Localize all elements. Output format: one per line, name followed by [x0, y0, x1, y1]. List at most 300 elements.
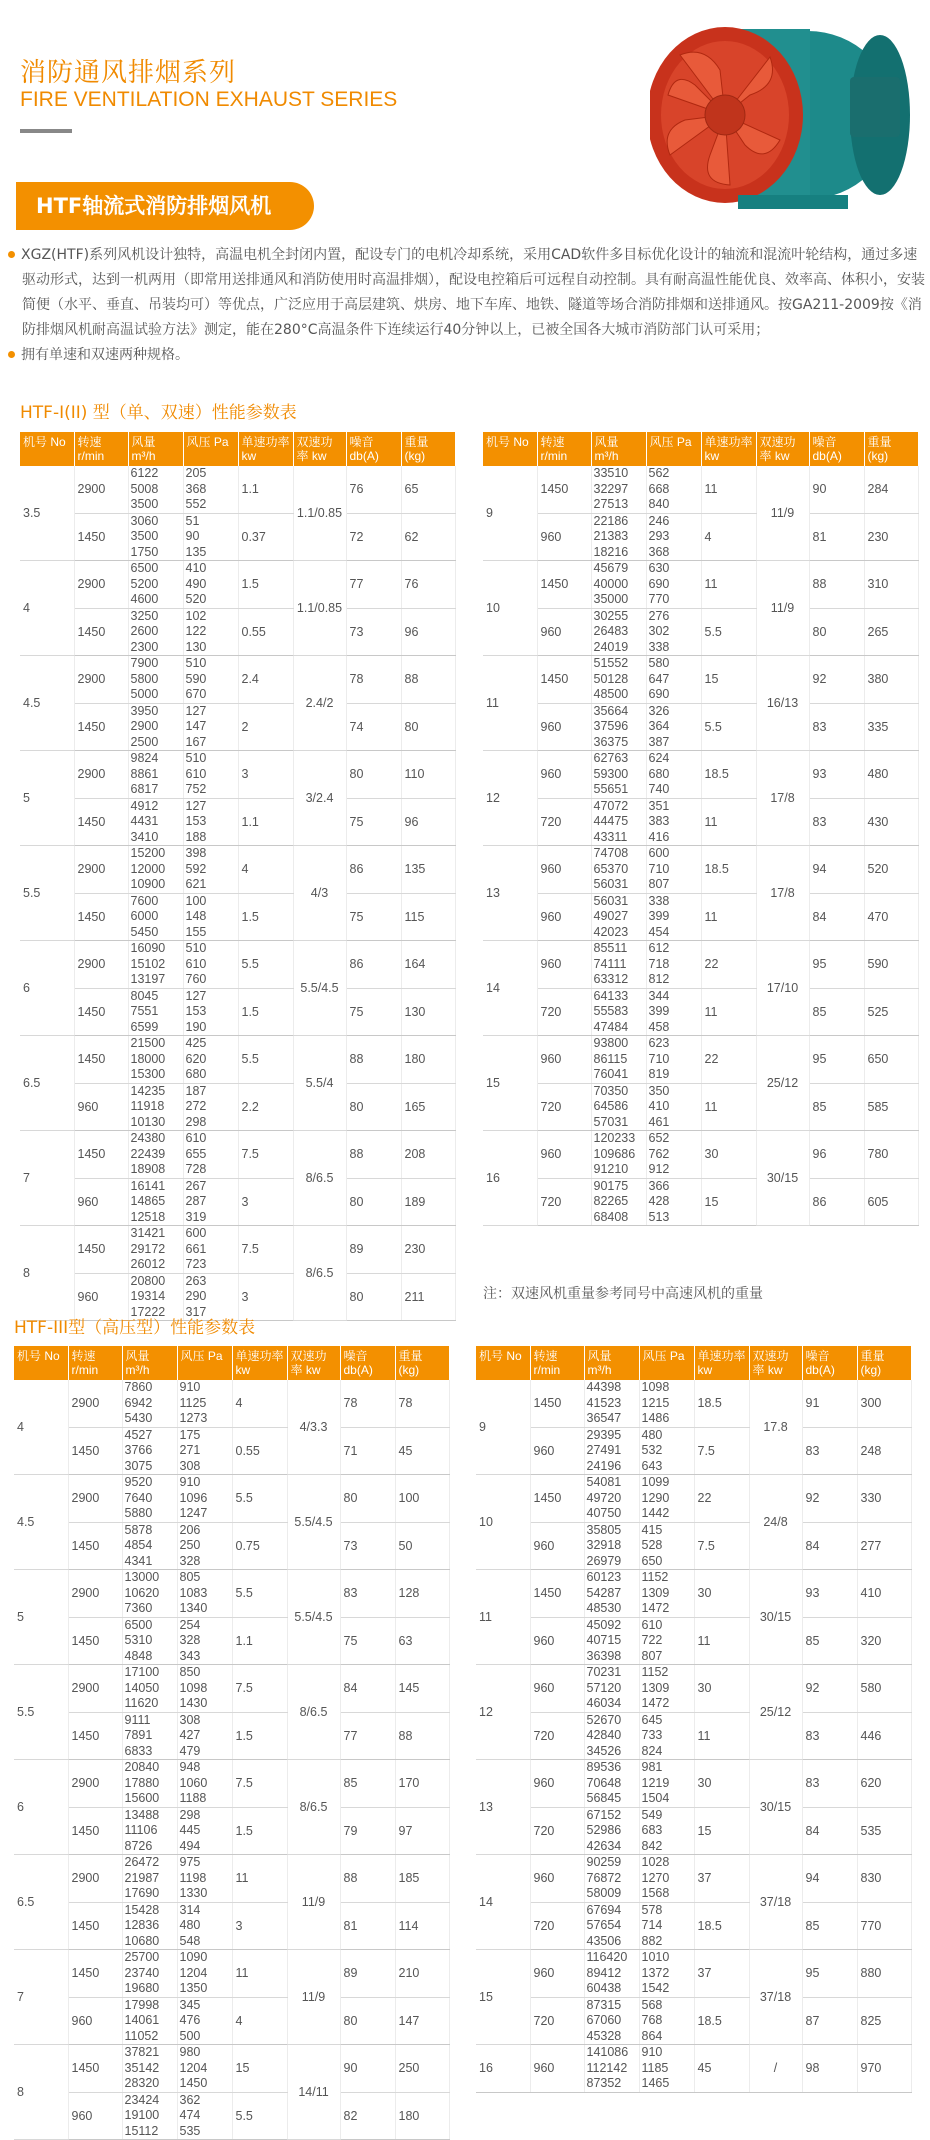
table-header — [14, 1346, 449, 1380]
cell-machine-no: 5 — [20, 751, 74, 846]
cell-rpm: 960 — [530, 2045, 584, 2093]
flow-value: 32918 — [586, 1538, 622, 1552]
flow-value: 19100 — [124, 2108, 160, 2122]
cell-single-kw: 22 — [694, 1475, 749, 1523]
cell-machine-no: 15 — [483, 1036, 537, 1131]
cell-single-kw: 0.55 — [238, 608, 293, 656]
table-row — [476, 1997, 911, 2045]
cell-pa — [177, 2092, 232, 2140]
cell-weight: 145 — [395, 1665, 449, 1713]
cell-single-kw: 7.5 — [238, 1226, 293, 1274]
cell-single-kw: 5.5 — [701, 608, 756, 656]
flow-value: 7600 — [130, 893, 159, 908]
cell-flow — [584, 1522, 639, 1570]
cell-weight: 45 — [395, 1427, 449, 1475]
cell-dual-kw: 24/8 — [749, 1475, 802, 1570]
cell-rpm: 1450 — [74, 893, 128, 941]
cell-dual-kw: 16/13 — [756, 656, 809, 751]
flow-value: 22439 — [130, 1146, 166, 1161]
flow-value: 7640 — [124, 1490, 153, 1505]
pa-value: 445 — [179, 1823, 201, 1837]
cell-flow — [584, 1760, 639, 1808]
cell-rpm: 1450 — [68, 1522, 122, 1570]
column-header: 双速功率 kw — [756, 432, 809, 466]
table-row — [476, 1712, 911, 1760]
flow-value: 37821 — [124, 2045, 160, 2059]
pa-value: 624 — [648, 751, 670, 765]
cell-flow — [591, 893, 646, 941]
cell-weight: 180 — [395, 2092, 449, 2140]
cell-pa — [177, 1807, 232, 1855]
flow-value: 15428 — [124, 1902, 160, 1917]
cell-single-kw: 37 — [694, 1950, 749, 1998]
table-row — [14, 1665, 449, 1713]
table-row — [483, 466, 918, 513]
intro-text — [0, 243, 930, 368]
pa-value: 167 — [185, 734, 207, 749]
column-header: 转速 r/min — [68, 1346, 122, 1380]
cell-weight: 250 — [395, 2045, 449, 2093]
column-header: 单速功率 kw — [694, 1346, 749, 1380]
column-header: 噪音 db(A) — [340, 1346, 395, 1380]
table-row — [483, 1178, 918, 1226]
pa-value: 122 — [185, 624, 207, 638]
pa-value: 368 — [648, 544, 670, 559]
cell-weight: 284 — [864, 466, 918, 513]
cell-machine-no: 3.5 — [20, 466, 74, 561]
header — [0, 0, 930, 250]
fan-illustration — [650, 15, 920, 225]
cell-single-kw: 0.55 — [232, 1427, 287, 1475]
cell-pa — [183, 988, 238, 1036]
flow-value: 62763 — [593, 751, 629, 765]
cell-flow — [128, 1178, 183, 1226]
flow-value: 24380 — [130, 1131, 166, 1145]
pa-value: 722 — [641, 1633, 663, 1647]
pa-value: 399 — [648, 909, 670, 923]
flow-value: 40715 — [586, 1633, 622, 1647]
pa-value: 328 — [179, 1633, 201, 1647]
pa-value: 425 — [185, 1036, 207, 1050]
cell-rpm: 720 — [530, 1807, 584, 1855]
cell-machine-no: 4 — [14, 1380, 68, 1475]
flow-value: 60123 — [586, 1570, 622, 1584]
flow-value: 4341 — [124, 1553, 153, 1568]
cell-single-kw: 2 — [238, 703, 293, 751]
cell-rpm: 1450 — [74, 1036, 128, 1084]
cell-noise: 89 — [340, 1950, 395, 1998]
flow-value: 109686 — [593, 1146, 636, 1161]
pa-value: 824 — [641, 1743, 663, 1758]
pa-value: 1125 — [179, 1395, 207, 1410]
cell-noise: 80 — [809, 608, 864, 656]
cell-pa — [183, 941, 238, 989]
cell-rpm: 1450 — [537, 466, 591, 513]
table-row — [20, 1131, 455, 1179]
pa-value: 1350 — [179, 1981, 208, 1995]
cell-machine-no: 6 — [20, 941, 74, 1036]
cell-dual-kw: 1.1/0.85 — [293, 466, 346, 561]
table-row — [476, 2045, 911, 2093]
cell-machine-no: 5 — [14, 1570, 68, 1665]
pa-value: 293 — [648, 529, 670, 543]
pa-value: 812 — [648, 972, 670, 986]
pa-value: 840 — [648, 497, 670, 511]
cell-flow — [584, 1712, 639, 1760]
cell-rpm: 2900 — [74, 941, 128, 989]
pa-value: 981 — [641, 1760, 663, 1774]
pa-value: 548 — [179, 1933, 201, 1948]
table-row — [483, 846, 918, 894]
cell-single-kw: 5.5 — [701, 703, 756, 751]
column-header: 机号 No — [20, 432, 74, 466]
pa-value: 1060 — [179, 1775, 208, 1790]
flow-value: 16090 — [130, 941, 166, 955]
flow-value: 44475 — [593, 814, 629, 828]
flow-value: 6833 — [124, 1743, 153, 1758]
table-row — [483, 1036, 918, 1084]
section-title: HTF-I(II) 型（单、双速）性能参数表 — [20, 403, 297, 423]
cell-rpm: 1450 — [537, 656, 591, 704]
cell-pa — [639, 1807, 694, 1855]
cell-noise: 83 — [340, 1570, 395, 1618]
cell-rpm: 720 — [537, 1083, 591, 1131]
cell-pa — [646, 513, 701, 561]
cell-noise: 84 — [809, 893, 864, 941]
pa-value: 362 — [179, 2092, 201, 2107]
pa-value: 458 — [648, 1019, 670, 1034]
cell-single-kw: 0.37 — [238, 513, 293, 561]
column-header: 单速功率 kw — [232, 1346, 287, 1380]
cell-single-kw: 1.5 — [238, 893, 293, 941]
flow-value: 2600 — [130, 624, 159, 638]
pa-value: 592 — [185, 861, 207, 876]
cell-weight: 830 — [857, 1855, 911, 1903]
cell-flow — [128, 703, 183, 751]
flow-value: 7551 — [130, 1004, 159, 1018]
pa-value: 1090 — [179, 1950, 208, 1964]
cell-flow — [584, 1570, 639, 1618]
flow-value: 40000 — [593, 576, 629, 591]
table-row — [476, 1807, 911, 1855]
pa-value: 520 — [185, 592, 207, 606]
cell-rpm: 720 — [530, 1997, 584, 2045]
cell-flow — [122, 1522, 177, 1570]
cell-noise: 92 — [802, 1475, 857, 1523]
flow-value: 45092 — [586, 1617, 622, 1632]
table-row — [476, 1570, 911, 1618]
cell-flow — [584, 1427, 639, 1475]
cell-machine-no: 13 — [476, 1760, 530, 1855]
pa-value: 364 — [648, 719, 670, 733]
flow-value: 5880 — [124, 1506, 153, 1520]
cell-noise: 90 — [340, 2045, 395, 2093]
cell-pa — [646, 988, 701, 1036]
cell-pa — [183, 466, 238, 513]
flow-value: 11052 — [124, 2028, 159, 2043]
pa-value: 1309 — [641, 1680, 670, 1695]
cell-dual-kw: 1.1/0.85 — [293, 561, 346, 656]
cell-single-kw: 5.5 — [232, 2092, 287, 2140]
cell-noise: 75 — [346, 988, 401, 1036]
flow-value: 5000 — [130, 687, 159, 701]
pa-value: 1010 — [641, 1950, 670, 1964]
cell-rpm: 1450 — [74, 988, 128, 1036]
pa-value: 287 — [185, 1194, 207, 1208]
cell-weight: 590 — [864, 941, 918, 989]
table-row — [20, 656, 455, 704]
cell-flow — [122, 1950, 177, 1998]
cell-single-kw: 1.1 — [232, 1617, 287, 1665]
pa-value: 100 — [185, 893, 207, 908]
cell-pa — [639, 1522, 694, 1570]
cell-noise: 80 — [340, 1997, 395, 2045]
cell-flow — [128, 846, 183, 894]
flow-value: 10900 — [130, 877, 166, 891]
cell-rpm: 1450 — [530, 1475, 584, 1523]
column-header: 风压 Pa — [646, 432, 701, 466]
flow-value: 13488 — [124, 1807, 160, 1822]
flow-value: 57031 — [593, 1114, 629, 1129]
pa-value: 1247 — [179, 1506, 208, 1520]
cell-rpm: 960 — [68, 1997, 122, 2045]
subtitle-banner: HTF轴流式消防排烟风机 — [16, 182, 314, 230]
table-row — [14, 1712, 449, 1760]
cell-weight: 585 — [864, 1083, 918, 1131]
cell-dual-kw: 4/3 — [293, 846, 346, 941]
flow-value: 24019 — [593, 639, 629, 654]
pa-value: 807 — [648, 877, 670, 891]
cell-rpm: 960 — [74, 1273, 128, 1321]
cell-pa — [183, 561, 238, 609]
cell-noise: 72 — [346, 513, 401, 561]
cell-machine-no: 15 — [476, 1950, 530, 2045]
pa-value: 1028 — [641, 1855, 670, 1869]
cell-pa — [639, 1760, 694, 1808]
pa-value: 410 — [648, 1099, 670, 1113]
cell-weight: 96 — [401, 608, 455, 656]
flow-value: 17690 — [124, 1886, 160, 1900]
cell-pa — [183, 1226, 238, 1274]
flow-value: 6500 — [124, 1617, 153, 1632]
cell-flow — [128, 561, 183, 609]
flow-value: 12836 — [124, 1918, 160, 1932]
cell-dual-kw: 5.5/4.5 — [287, 1475, 340, 1570]
cell-weight: 320 — [857, 1617, 911, 1665]
cell-single-kw: 3 — [238, 751, 293, 799]
pa-value: 319 — [185, 1209, 207, 1224]
table-row — [476, 1380, 911, 1427]
flow-value: 56845 — [586, 1791, 622, 1805]
cell-noise: 95 — [809, 941, 864, 989]
cell-pa — [646, 846, 701, 894]
flow-value: 6942 — [124, 1395, 153, 1410]
cell-rpm: 960 — [530, 1950, 584, 1998]
pa-value: 683 — [641, 1823, 663, 1837]
cell-pa — [646, 703, 701, 751]
cell-machine-no: 11 — [483, 656, 537, 751]
table-row — [20, 751, 455, 799]
cell-flow — [128, 1131, 183, 1179]
pa-value: 250 — [179, 1538, 201, 1552]
table-row — [476, 1665, 911, 1713]
column-header: 噪音 db(A) — [809, 432, 864, 466]
cell-rpm: 960 — [537, 846, 591, 894]
flow-value: 4600 — [130, 592, 159, 606]
cell-single-kw: 30 — [694, 1760, 749, 1808]
cell-noise: 84 — [340, 1665, 395, 1713]
flow-value: 10680 — [124, 1933, 160, 1948]
pa-value: 910 — [179, 1475, 201, 1489]
cell-flow — [128, 656, 183, 704]
column-header: 机号 No — [14, 1346, 68, 1380]
flow-value: 26012 — [130, 1257, 166, 1271]
cell-pa — [183, 1083, 238, 1131]
flow-value: 46034 — [586, 1696, 622, 1710]
table-row — [483, 513, 918, 561]
cell-dual-kw: 5.5/4.5 — [287, 1570, 340, 1665]
cell-noise: 93 — [802, 1570, 857, 1618]
pa-value: 647 — [648, 671, 670, 686]
cell-weight: 446 — [857, 1712, 911, 1760]
flow-value: 49027 — [593, 909, 629, 923]
cell-single-kw: 15 — [701, 1178, 756, 1226]
cell-flow — [584, 1617, 639, 1665]
pa-value: 600 — [185, 1226, 207, 1240]
pa-value: 535 — [179, 2123, 201, 2138]
flow-value: 76872 — [586, 1870, 622, 1885]
flow-value: 27491 — [586, 1443, 622, 1457]
cell-noise: 75 — [340, 1617, 395, 1665]
pa-value: 1472 — [641, 1601, 670, 1615]
cell-machine-no: 16 — [476, 2045, 530, 2093]
cell-flow — [122, 1712, 177, 1760]
cell-weight: 520 — [864, 846, 918, 894]
cell-noise: 73 — [346, 608, 401, 656]
pa-value: 728 — [185, 1162, 207, 1176]
pa-value: 298 — [185, 1114, 207, 1129]
pa-value: 670 — [185, 687, 207, 701]
cell-pa — [646, 1131, 701, 1179]
cell-weight: 525 — [864, 988, 918, 1036]
cell-flow — [122, 1902, 177, 1950]
cell-single-kw: 30 — [694, 1665, 749, 1713]
cell-flow — [591, 846, 646, 894]
cell-pa — [183, 798, 238, 846]
column-header: 双速功率 kw — [749, 1346, 802, 1380]
column-header: 风量 m³/h — [591, 432, 646, 466]
pa-value: 652 — [648, 1131, 670, 1145]
cell-pa — [177, 1760, 232, 1808]
pa-value: 410 — [185, 561, 207, 575]
flow-value: 76041 — [593, 1067, 629, 1081]
cell-dual-kw: 8/6.5 — [293, 1131, 346, 1226]
cell-weight: 277 — [857, 1522, 911, 1570]
pa-value: 148 — [185, 909, 207, 923]
cell-weight: 380 — [864, 656, 918, 704]
pa-value: 623 — [648, 1036, 670, 1050]
flow-value: 13000 — [124, 1570, 160, 1584]
pa-value: 549 — [641, 1807, 663, 1822]
cell-noise: 83 — [802, 1712, 857, 1760]
table-row — [14, 1807, 449, 1855]
cell-single-kw: 22 — [701, 1036, 756, 1084]
cell-weight: 180 — [401, 1036, 455, 1084]
table-row — [14, 1950, 449, 1998]
pa-value: 1504 — [641, 1791, 670, 1805]
section-title: HTF-III型（高压型）性能参数表 — [14, 1318, 256, 1338]
cell-dual-kw: 17/8 — [756, 751, 809, 846]
pa-value: 387 — [648, 734, 670, 749]
cell-noise: 80 — [340, 1475, 395, 1523]
flow-value: 4527 — [124, 1427, 153, 1442]
cell-machine-no: 6.5 — [20, 1036, 74, 1131]
pa-value: 568 — [641, 1997, 663, 2012]
cell-dual-kw: / — [749, 2045, 802, 2093]
cell-pa — [183, 893, 238, 941]
flow-value: 60438 — [586, 1981, 622, 1995]
pa-value: 510 — [185, 656, 207, 670]
cell-pa — [639, 1855, 694, 1903]
cell-single-kw: 0.75 — [232, 1522, 287, 1570]
cell-single-kw: 11 — [232, 1855, 287, 1903]
flow-value: 21500 — [130, 1036, 166, 1050]
cell-rpm: 2900 — [68, 1665, 122, 1713]
flow-value: 59300 — [593, 766, 629, 781]
cell-machine-no: 6 — [14, 1760, 68, 1855]
pa-value: 308 — [179, 1458, 201, 1473]
pa-value: 399 — [648, 1004, 670, 1018]
flow-value: 36398 — [586, 1648, 622, 1663]
flow-value: 32297 — [593, 481, 629, 496]
cell-noise: 96 — [809, 1131, 864, 1179]
cell-noise: 83 — [809, 703, 864, 751]
pa-value: 714 — [641, 1918, 663, 1932]
table-row — [14, 1475, 449, 1523]
table-row — [483, 656, 918, 704]
flow-value: 34526 — [586, 1743, 622, 1758]
pa-value: 1098 — [641, 1380, 670, 1394]
cell-flow — [584, 1380, 639, 1427]
pa-value: 338 — [648, 639, 670, 654]
pa-value: 1096 — [179, 1490, 208, 1505]
cell-single-kw: 5.5 — [232, 1475, 287, 1523]
table-row — [14, 1570, 449, 1618]
cell-rpm: 1450 — [74, 703, 128, 751]
cell-flow — [122, 1380, 177, 1427]
pa-value: 513 — [648, 1209, 670, 1224]
pa-value: 1198 — [179, 1870, 207, 1885]
pa-value: 1270 — [641, 1870, 670, 1885]
cell-weight: 100 — [395, 1475, 449, 1523]
flow-value: 17222 — [130, 1304, 166, 1319]
flow-value: 6000 — [130, 909, 159, 923]
cell-pa — [646, 941, 701, 989]
cell-noise: 85 — [340, 1760, 395, 1808]
cell-single-kw: 11 — [694, 1617, 749, 1665]
cell-noise: 89 — [346, 1226, 401, 1274]
cell-single-kw: 11 — [701, 893, 756, 941]
flow-value: 87315 — [586, 1997, 622, 2012]
pa-value: 308 — [179, 1712, 201, 1727]
pa-value: 1219 — [641, 1775, 670, 1790]
flow-value: 90175 — [593, 1178, 629, 1193]
flow-value: 54081 — [586, 1475, 622, 1489]
cell-pa — [183, 751, 238, 799]
cell-noise: 83 — [802, 1760, 857, 1808]
pa-value: 528 — [641, 1538, 663, 1552]
cell-rpm: 2900 — [68, 1475, 122, 1523]
